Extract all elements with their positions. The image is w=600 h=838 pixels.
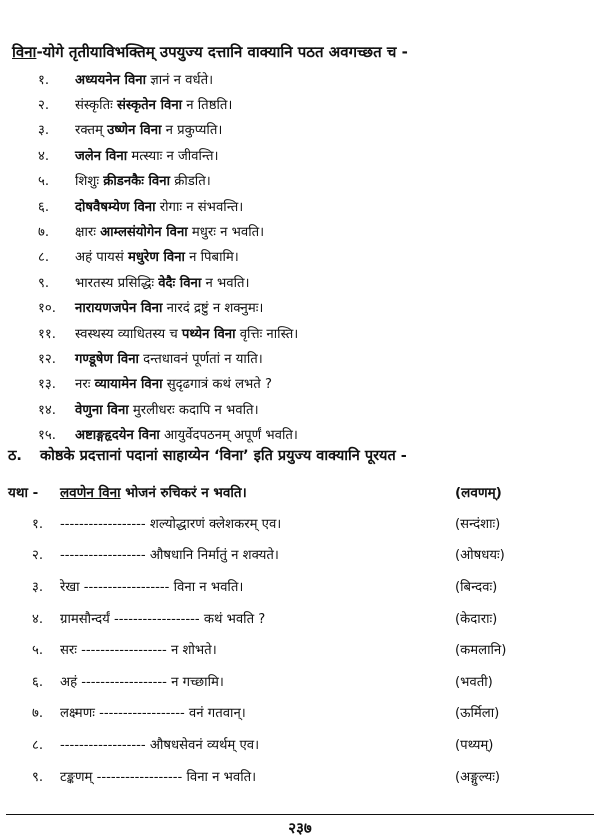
sentence-item [38, 371, 578, 396]
sentence-text [75, 273, 250, 291]
example-label: यथा - [8, 485, 39, 501]
sentence-post: मुरलीधरः कदापि न भवति। [128, 402, 259, 418]
exercise-item [8, 760, 588, 792]
sentence-item [38, 66, 578, 91]
exercise-hint: (ओषधयः) [455, 548, 505, 564]
sentence-number: १४. [38, 402, 56, 418]
exercise-item [8, 665, 588, 697]
sentence-text [75, 70, 213, 88]
sentence-item [38, 295, 578, 320]
exercise-number: ३. [32, 579, 44, 595]
sentence-item [38, 218, 578, 243]
exercise-item [8, 507, 588, 539]
exercise-item [8, 697, 588, 729]
sentence-text [75, 247, 239, 265]
sentence-bold-phrase: वेदैः विना [158, 275, 202, 291]
sentence-number: ७. [38, 225, 50, 241]
exercise-item [8, 570, 588, 602]
sentence-text [75, 349, 263, 367]
sentence-bold-phrase: उष्णेन विना [107, 123, 162, 139]
sentence-number: २. [38, 98, 50, 114]
sentence-post: न तिष्ठति। [182, 98, 233, 114]
exercise-hint: (केदाराः) [455, 611, 498, 627]
instruction-heading [12, 42, 592, 62]
exercise-text: लक्ष्मणः ------------------ वनं गतवान्। [60, 706, 246, 722]
sentence-bold-phrase: नारायणजपेन विना [75, 301, 163, 317]
sentence-number: १०. [38, 301, 56, 317]
section-marker: ठ. [8, 448, 22, 464]
sentence-pre: भारतस्य प्रसिद्धिः [75, 275, 159, 291]
sentence-bold-phrase: जलेन विना [75, 148, 128, 164]
sentence-bold-phrase: क्रीडनकैः विना [103, 174, 171, 190]
sentence-number: ६. [38, 199, 50, 215]
sentence-bold-phrase: अध्ययनेन विना [75, 72, 147, 88]
sentence-item [38, 269, 578, 294]
heading-text: -योगे तृतीयाविभक्तिम् उपयुज्य दत्तानि वाक्यानि पठत अवगच्छत च - [36, 43, 408, 61]
sentence-number: १२. [38, 351, 56, 367]
sentence-text [75, 120, 222, 138]
sentence-text [75, 425, 298, 443]
exercise-text: टङ्कणम् ------------------ विना न भवति। [60, 769, 257, 785]
sentence-post: न पिबामि। [184, 250, 239, 266]
example-sentence-list [38, 66, 578, 447]
exercise-text: ग्रामसौन्दर्यं ------------------ कथं भवति ? [60, 611, 266, 627]
sentence-pre: रक्तम् [75, 123, 108, 139]
sentence-item [38, 421, 578, 446]
heading-vina-word: विना [12, 43, 37, 61]
section-quoted-word: ‘विना’ [214, 448, 249, 464]
exercise-number: ८. [32, 737, 44, 753]
sentence-bold-phrase: वेणुना विना [75, 402, 129, 418]
sentence-bold-phrase: पथ्येन विना [181, 326, 236, 342]
sentence-post: वृत्तिः नास्ति। [235, 326, 299, 342]
sentence-item [38, 345, 578, 370]
sentence-bold-phrase: दोषवैषम्येण विना [75, 199, 156, 215]
sentence-post: आयुर्वेदपठनम् अपूर्णं भवति। [159, 428, 298, 444]
sentence-bold-phrase: मधुरेण विना [127, 250, 185, 266]
footer-rule [6, 814, 594, 815]
sentence-bold-phrase: व्यायामेन विना [94, 377, 163, 393]
exercise-hint: (ऊर्मिला) [455, 706, 500, 722]
sentence-post: मत्स्याः न जीवन्ति। [127, 148, 219, 164]
sentence-number: ९. [38, 275, 50, 291]
page-number: २३७ [288, 819, 312, 837]
exercise-hint: (पथ्यम्) [455, 737, 494, 753]
exercise-item [8, 602, 588, 634]
exercise-item [8, 539, 588, 571]
sentence-post: दन्तधावनं पूर्णतां न याति। [138, 351, 263, 367]
exercise-text: अहं ------------------ न गच्छामि। [60, 674, 224, 690]
exercise-number: ६. [32, 674, 44, 690]
exercise-instruction [8, 445, 588, 465]
sentence-text [75, 171, 211, 189]
sentence-post: नारदं द्रष्टुं न शक्नुमः। [162, 301, 264, 317]
sentence-item [38, 396, 578, 421]
sentence-bold-phrase: संस्कृतेन विना [116, 98, 183, 114]
exercise-hint: (सन्दंशाः) [455, 516, 501, 532]
sentence-number: ११. [38, 326, 56, 342]
exercise-text: ------------------ औषधानि निर्मातुं न शक्यते। [60, 548, 279, 564]
exercise-number: ५. [32, 643, 44, 659]
sentence-bold-phrase: आम्लसंयोगेन विना [100, 225, 188, 241]
sentence-number: ५. [38, 174, 50, 190]
sentence-number: १. [38, 72, 50, 88]
sentence-bold-phrase: अष्टाङ्गहृदयेन विना [75, 428, 160, 444]
exercise-number: ४. [32, 611, 44, 627]
sentence-pre: क्षारः [75, 225, 101, 241]
example-hint: (लवणम्) [455, 485, 502, 501]
example-underlined: लवणेन विना [60, 485, 121, 501]
sentence-text [75, 222, 264, 240]
exercise-text: रेखा ------------------ विना न भवति। [60, 579, 244, 595]
worked-example [8, 483, 588, 501]
exercise-number: २. [32, 548, 44, 564]
sentence-item [38, 117, 578, 142]
sentence-post: मधुरः न भवति। [187, 225, 265, 241]
exercise-hint: (कमलानि) [455, 643, 507, 659]
sentence-post: ज्ञानं न वर्धते। [146, 72, 214, 88]
sentence-text [75, 95, 232, 113]
sentence-pre: अहं पायसं [75, 250, 128, 266]
exercise-item [8, 633, 588, 665]
sentence-item [38, 168, 578, 193]
sentence-text [75, 374, 272, 392]
exercise-text: ------------------ शल्योद्धारणं क्लेशकरम् एव। [60, 516, 282, 532]
exercise-number: ७. [32, 706, 44, 722]
example-rest: भोजनं रुचिकरं न भवति। [120, 485, 247, 501]
sentence-pre: नरः [75, 377, 95, 393]
section-text-pre: कोष्ठके प्रदत्तानां पदानां साहाय्येन [40, 448, 215, 464]
sentence-text [75, 400, 259, 418]
sentence-text [75, 146, 219, 164]
exercise-list [8, 507, 588, 791]
sentence-pre: संस्कृतिः [75, 98, 117, 114]
sentence-number: १५. [38, 428, 56, 444]
sentence-pre: शिशुः [75, 174, 104, 190]
sentence-text [75, 197, 243, 215]
sentence-number: ४. [38, 148, 50, 164]
sentence-item [38, 142, 578, 167]
exercise-text: ------------------ औषधसेवनं व्यर्थम् एव। [60, 737, 260, 753]
sentence-post: सुदृढगात्रं कथं लभते ? [162, 377, 273, 393]
sentence-item [38, 244, 578, 269]
sentence-number: १३. [38, 377, 56, 393]
sentence-bold-phrase: गण्डूषेण विना [75, 351, 139, 367]
exercise-number: १. [32, 516, 44, 532]
exercise-hint: (भवती) [455, 674, 493, 690]
example-sentence [60, 485, 247, 501]
exercise-hint: (बिन्दवः) [455, 579, 498, 595]
sentence-number: ८. [38, 250, 50, 266]
exercise-hint: (अङ्गुल्यः) [455, 769, 501, 785]
sentence-number: ३. [38, 123, 50, 139]
sentence-post: न भवति। [201, 275, 250, 291]
sentence-item [38, 193, 578, 218]
sentence-item [38, 320, 578, 345]
sentence-item [38, 91, 578, 116]
sentence-text [75, 298, 263, 316]
sentence-text [75, 324, 298, 342]
exercise-item [8, 728, 588, 760]
sentence-post: क्रीडति। [170, 174, 211, 190]
section-text-post: इति प्रयुज्य वाक्यानि पूरयत - [248, 448, 407, 464]
exercise-number: ९. [32, 769, 44, 785]
sentence-post: न प्रकुप्यति। [161, 123, 223, 139]
sentence-post: रोगाः न संभवन्ति। [155, 199, 244, 215]
sentence-pre: स्वस्थस्य व्याधितस्य च [75, 326, 182, 342]
exercise-text: सरः ------------------ न शोभते। [60, 643, 217, 659]
